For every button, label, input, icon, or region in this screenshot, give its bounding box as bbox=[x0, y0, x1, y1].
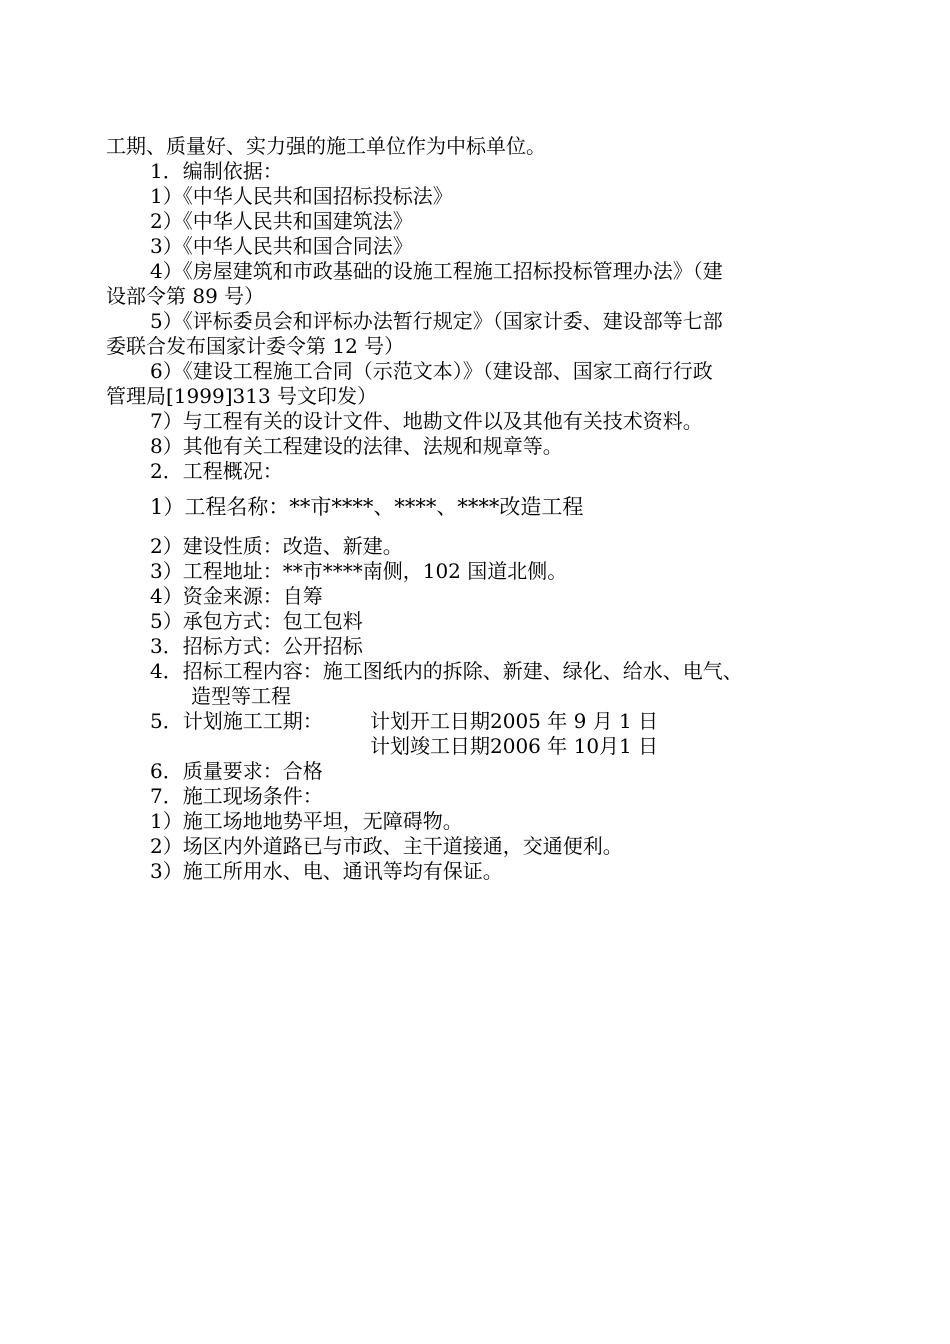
basis-item-5: 5）《评标委员会和评标办法暂行规定》（国家计委、建设部等七部 bbox=[150, 309, 723, 333]
basis-item-5-cont: 委联合发布国家计委令第 12 号） bbox=[106, 334, 405, 358]
overview-contract: 5）承包方式：包工包料 bbox=[150, 609, 363, 633]
scope-line-cont: 造型等工程 bbox=[191, 684, 291, 708]
schedule-label: 5．计划施工工期： bbox=[150, 709, 323, 733]
schedule-start: 计划开工日期2005 年 9 月 1 日 bbox=[370, 709, 659, 733]
site-item-3: 3）施工所用水、电、通讯等均有保证。 bbox=[150, 859, 503, 883]
schedule-end: 计划竣工日期2006 年 10月1 日 bbox=[370, 734, 659, 758]
basis-item-6-cont: 管理局[1999]313 号文印发） bbox=[106, 384, 378, 408]
basis-item-4-cont: 设部令第 89 号） bbox=[106, 284, 265, 308]
overview-heading: 2．工程概况： bbox=[150, 459, 283, 483]
overview-nature: 2）建设性质：改造、新建。 bbox=[150, 534, 403, 558]
site-item-2: 2）场区内外道路已与市政、主干道接通，交通便利。 bbox=[150, 834, 623, 858]
site-heading: 7．施工现场条件： bbox=[150, 784, 323, 808]
basis-item-6: 6）《建设工程施工合同（示范文本）》（建设部、国家工商行行政 bbox=[150, 359, 713, 383]
basis-item-4: 4）《房屋建筑和市政基础的设施工程施工招标投标管理办法》（建 bbox=[150, 259, 723, 283]
quality-line: 6．质量要求：合格 bbox=[150, 759, 323, 783]
intro-line: 工期、质量好、实力强的施工单位作为中标单位。 bbox=[106, 134, 546, 158]
basis-item-8: 8）其他有关工程建设的法律、法规和规章等。 bbox=[150, 434, 563, 458]
method-line: 3．招标方式：公开招标 bbox=[150, 634, 363, 658]
basis-item-3: 3）《中华人民共和国合同法》 bbox=[150, 234, 413, 258]
basis-item-2: 2）《中华人民共和国建筑法》 bbox=[150, 209, 413, 233]
site-item-1: 1）施工场地地势平坦，无障碍物。 bbox=[150, 809, 463, 833]
scope-line: 4．招标工程内容：施工图纸内的拆除、新建、绿化、给水、电气、 bbox=[150, 659, 743, 683]
overview-address: 3）工程地址：**市****南侧，102 国道北侧。 bbox=[150, 559, 568, 583]
overview-name: 1）工程名称：**市****、****、****改造工程 bbox=[150, 495, 584, 519]
basis-item-1: 1）《中华人民共和国招标投标法》 bbox=[150, 184, 453, 208]
basis-item-7: 7）与工程有关的设计文件、地勘文件以及其他有关技术资料。 bbox=[150, 409, 703, 433]
overview-funding: 4）资金来源：自筹 bbox=[150, 584, 323, 608]
basis-heading: 1．编制依据： bbox=[150, 159, 283, 183]
